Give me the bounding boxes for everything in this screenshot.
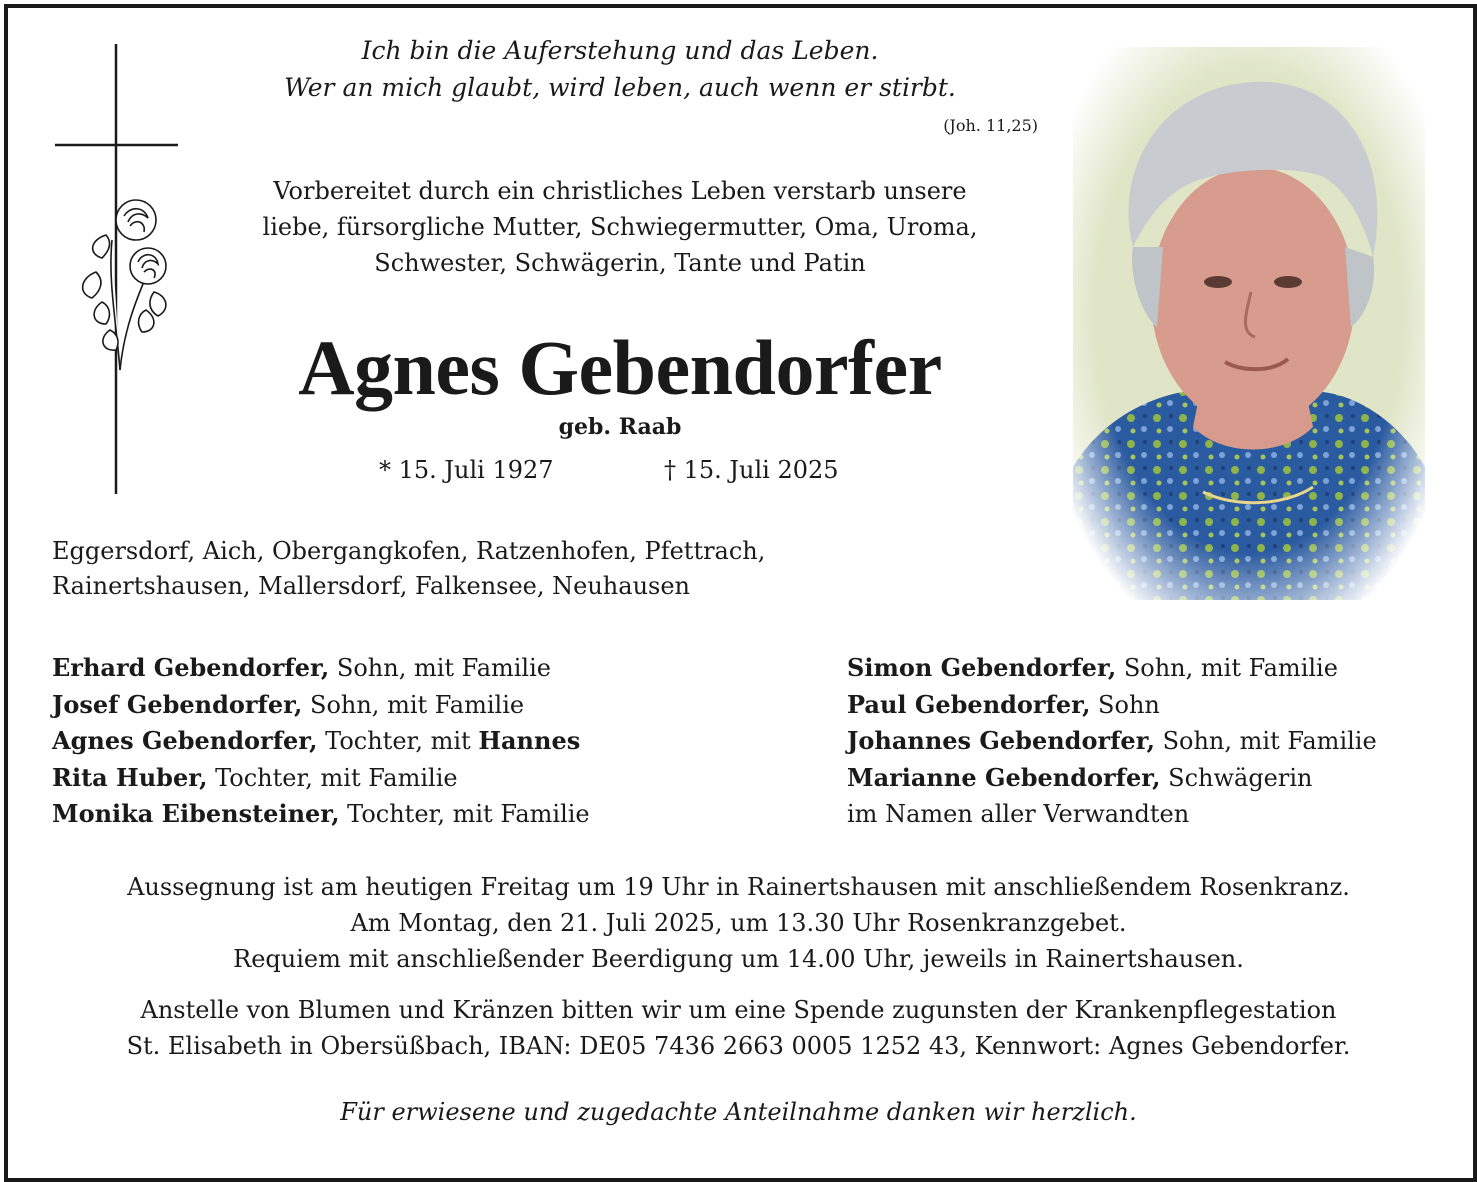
mourner-name: Paul Gebendorfer, (847, 689, 1091, 719)
mourner-relation: Sohn, mit Familie (1116, 654, 1338, 682)
donation-line-1: Anstelle von Blumen und Kränzen bitten wir um eine Spende zugunsten der Krankenpflegestation (140, 996, 1337, 1024)
mourners-right-list (847, 650, 1377, 833)
services-line-1: Aussegnung ist am heutigen Freitag um 19 Uhr in Rainertshausen mit anschließendem Rosenkranz. (127, 873, 1350, 901)
intro-line-3: Schwester, Schwägerin, Tante und Patin (374, 249, 866, 277)
mourner-relation: Tochter, mit (317, 727, 479, 755)
places-line-1: Eggersdorf, Aich, Obergangkofen, Ratzenhofen, Pfettrach, (52, 537, 766, 565)
mourner-relation: Sohn, mit Familie (329, 654, 551, 682)
intro-line-2: liebe, fürsorgliche Mutter, Schwiegermutter, Oma, Uroma, (262, 213, 978, 241)
mourner-relation: Schwägerin (1160, 763, 1313, 792)
places-line-2: Rainertshausen, Mallersdorf, Falkensee, Neuhausen (52, 572, 691, 600)
mourner-row (52, 796, 590, 833)
mourner-relation: Sohn (1090, 690, 1160, 719)
portrait-image (1073, 47, 1425, 600)
mourner-name: Josef Gebendorfer, (52, 689, 303, 719)
mourner-row (52, 760, 590, 797)
mourner-row (52, 687, 590, 724)
birth-date: * 15. Juli 1927 (379, 456, 554, 484)
mourner-name: Johannes Gebendorfer, (847, 726, 1155, 755)
mourner-name: Rita Huber, (52, 762, 208, 792)
bible-quote-line-1: Ich bin die Auferstehung und das Leben. (361, 36, 879, 65)
services-line-3: Requiem mit anschließender Beerdigung um 14.00 Uhr, jeweils in Rainertshausen. (233, 945, 1244, 973)
mourner-name: Agnes Gebendorfer, (52, 726, 318, 755)
mourner-name: Marianne Gebendorfer, (847, 762, 1161, 792)
thanks-line: Für erwiesene und zugedachte Anteilnahme danken wir herzlich. (340, 1098, 1137, 1126)
mourner-relation: Sohn, mit Familie (1154, 727, 1377, 755)
mourner-name: Erhard Gebendorfer, (52, 653, 330, 682)
deceased-name: Agnes Gebendorfer (298, 324, 942, 411)
cross-with-roses-icon (50, 40, 185, 500)
donation-line-2: St. Elisabeth in Obersüßbach, IBAN: DE05 7436 2663 0005 1252 43, Kennwort: Agnes Gebendorfer. (126, 1032, 1351, 1060)
bible-reference: (Joh. 11,25) (943, 116, 1038, 135)
mourner-relation: Sohn, mit Familie (302, 690, 525, 719)
intro-line-1: Vorbereitet durch ein christliches Leben verstarb unsere (273, 177, 967, 205)
services-line-2: Am Montag, den 21. Juli 2025, um 13.30 Uhr Rosenkranzgebet. (350, 909, 1127, 937)
mourner-row (847, 687, 1377, 724)
mourners-left-list (52, 650, 590, 833)
mourner-row (847, 650, 1377, 687)
mourner-row (847, 760, 1377, 797)
mourner-row (52, 650, 590, 687)
mourner-relation: Tochter, mit Familie (339, 800, 590, 828)
mourner-relation: Tochter, mit Familie (207, 763, 458, 792)
death-date: † 15. Juli 2025 (664, 456, 839, 484)
mourner-extra-name: Hannes (478, 726, 581, 755)
bible-quote-line-2: Wer an mich glaubt, wird leben, auch wenn er stirbt. (284, 73, 956, 102)
mourner-name: Simon Gebendorfer, (847, 653, 1117, 682)
mourner-row (52, 723, 590, 760)
maiden-name: geb. Raab (558, 414, 682, 440)
mourner-name: Monika Eibensteiner, (52, 799, 340, 828)
mourner-row (847, 723, 1377, 760)
portrait-photo (1073, 47, 1425, 600)
mourner-row (847, 796, 1377, 833)
mourner-relation: im Namen aller Verwandten (847, 800, 1190, 828)
